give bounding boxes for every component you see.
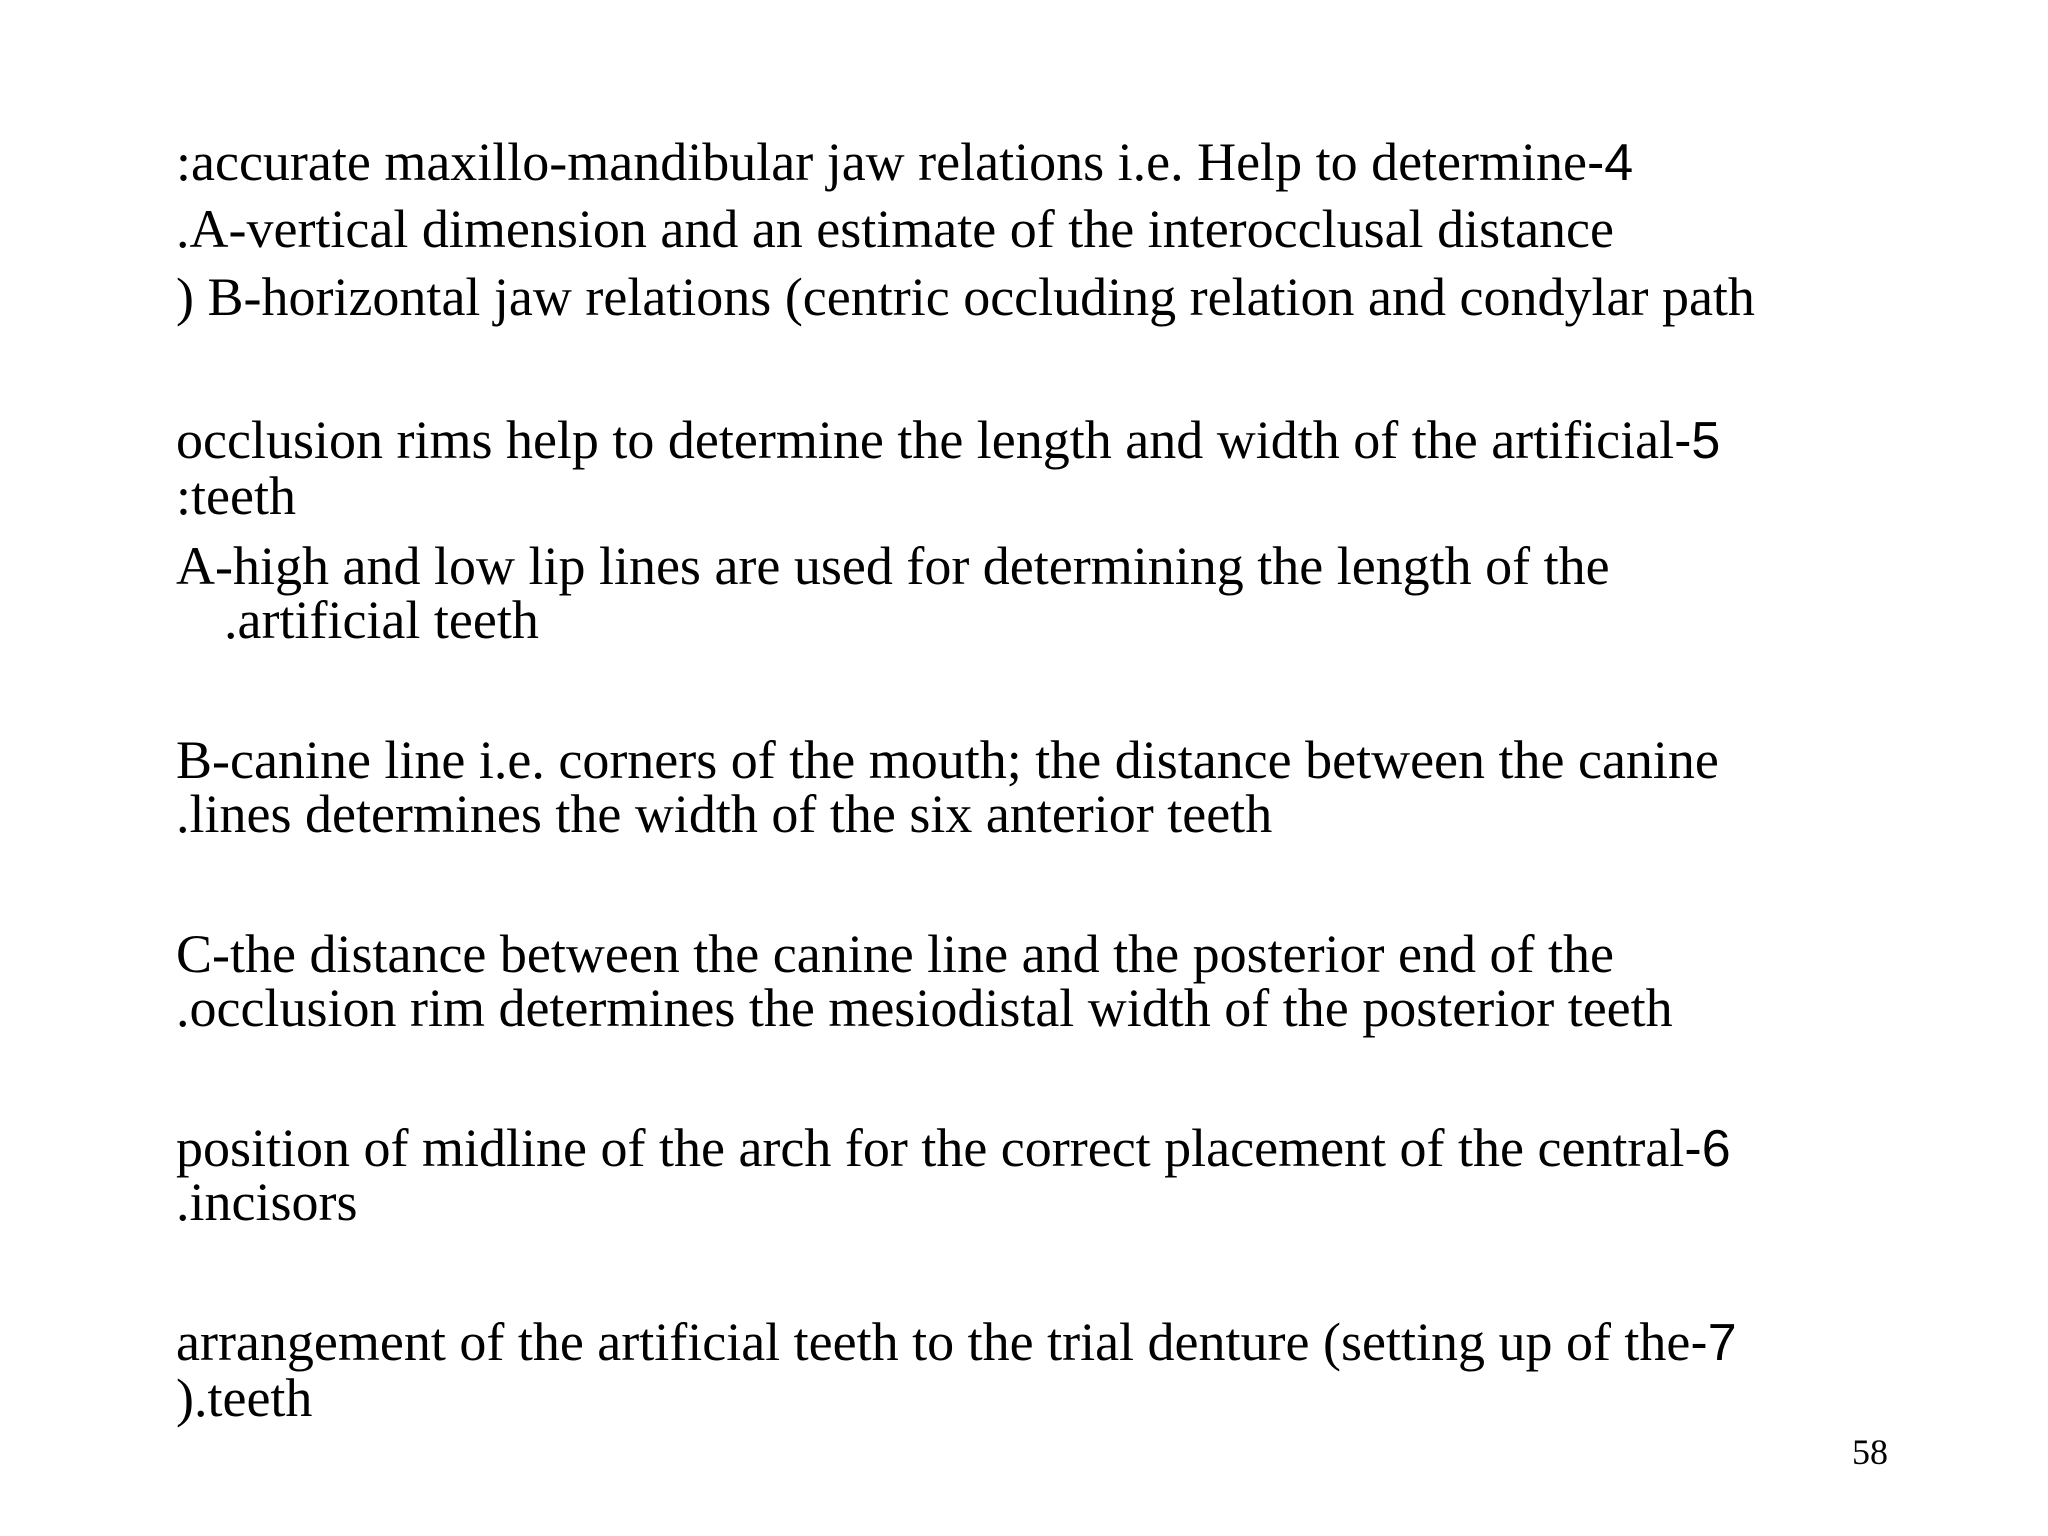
item-5-line-2 xyxy=(176,466,296,526)
item-4b-text: ) B-horizontal jaw relations (centric occluding relation and condylar path xyxy=(176,267,1755,327)
item-6-number: -6 xyxy=(1684,1120,1731,1178)
item-5c-line-2 xyxy=(176,978,1673,1038)
item-7-number: -7 xyxy=(1690,1314,1737,1372)
item-5b-text: B-canine line i.e. corners of the mouth; the distance between the canine xyxy=(176,730,1719,790)
item-5a-text: A-high and low lip lines are used for determining the length of the xyxy=(176,536,1610,596)
item-6-line-2 xyxy=(176,1172,358,1232)
item-4-text: :accurate maxillo-mandibular jaw relations i.e. Help to determine xyxy=(176,132,1587,192)
item-5b-text-cont: .lines determines the width of the six anterior teeth xyxy=(176,784,1273,844)
item-7-text: arrangement of the artificial teeth to the trial denture (setting up of the xyxy=(176,1312,1691,1372)
item-5-number: -5 xyxy=(1674,412,1721,470)
item-4a-line xyxy=(176,199,1614,259)
item-4a-text: .A-vertical dimension and an estimate of the interocclusal distance xyxy=(176,199,1614,259)
item-5-text-cont: :teeth xyxy=(176,466,296,526)
item-5-line-1 xyxy=(176,410,1720,471)
item-4-number: -4 xyxy=(1586,134,1634,192)
item-6-line-1 xyxy=(176,1118,1731,1179)
item-5a-text-cont: .artificial teeth xyxy=(224,590,539,650)
item-6-text: position of midline of the arch for the correct placement of the central xyxy=(176,1118,1685,1178)
page-number: 58 xyxy=(1852,1432,1888,1472)
item-6-text-cont: .incisors xyxy=(176,1172,358,1232)
item-5-text: occlusion rims help to determine the length and width of the artificial xyxy=(176,410,1675,470)
item-7-line-1 xyxy=(176,1312,1737,1373)
item-4-line-1 xyxy=(176,132,1633,193)
item-5a-line-1 xyxy=(176,536,1610,596)
item-5a-line-2 xyxy=(224,590,539,650)
item-7-text-cont: ).teeth xyxy=(176,1368,313,1428)
item-5c-text: C-the distance between the canine line and the posterior end of the xyxy=(176,924,1614,984)
item-5c-text-cont: .occlusion rim determines the mesiodistal width of the posterior teeth xyxy=(176,978,1673,1038)
item-5c-line-1 xyxy=(176,924,1614,984)
item-4b-line xyxy=(176,267,1755,327)
item-5b-line-2 xyxy=(176,784,1272,844)
item-7-line-2 xyxy=(176,1368,312,1428)
item-5b-line-1 xyxy=(176,730,1719,790)
